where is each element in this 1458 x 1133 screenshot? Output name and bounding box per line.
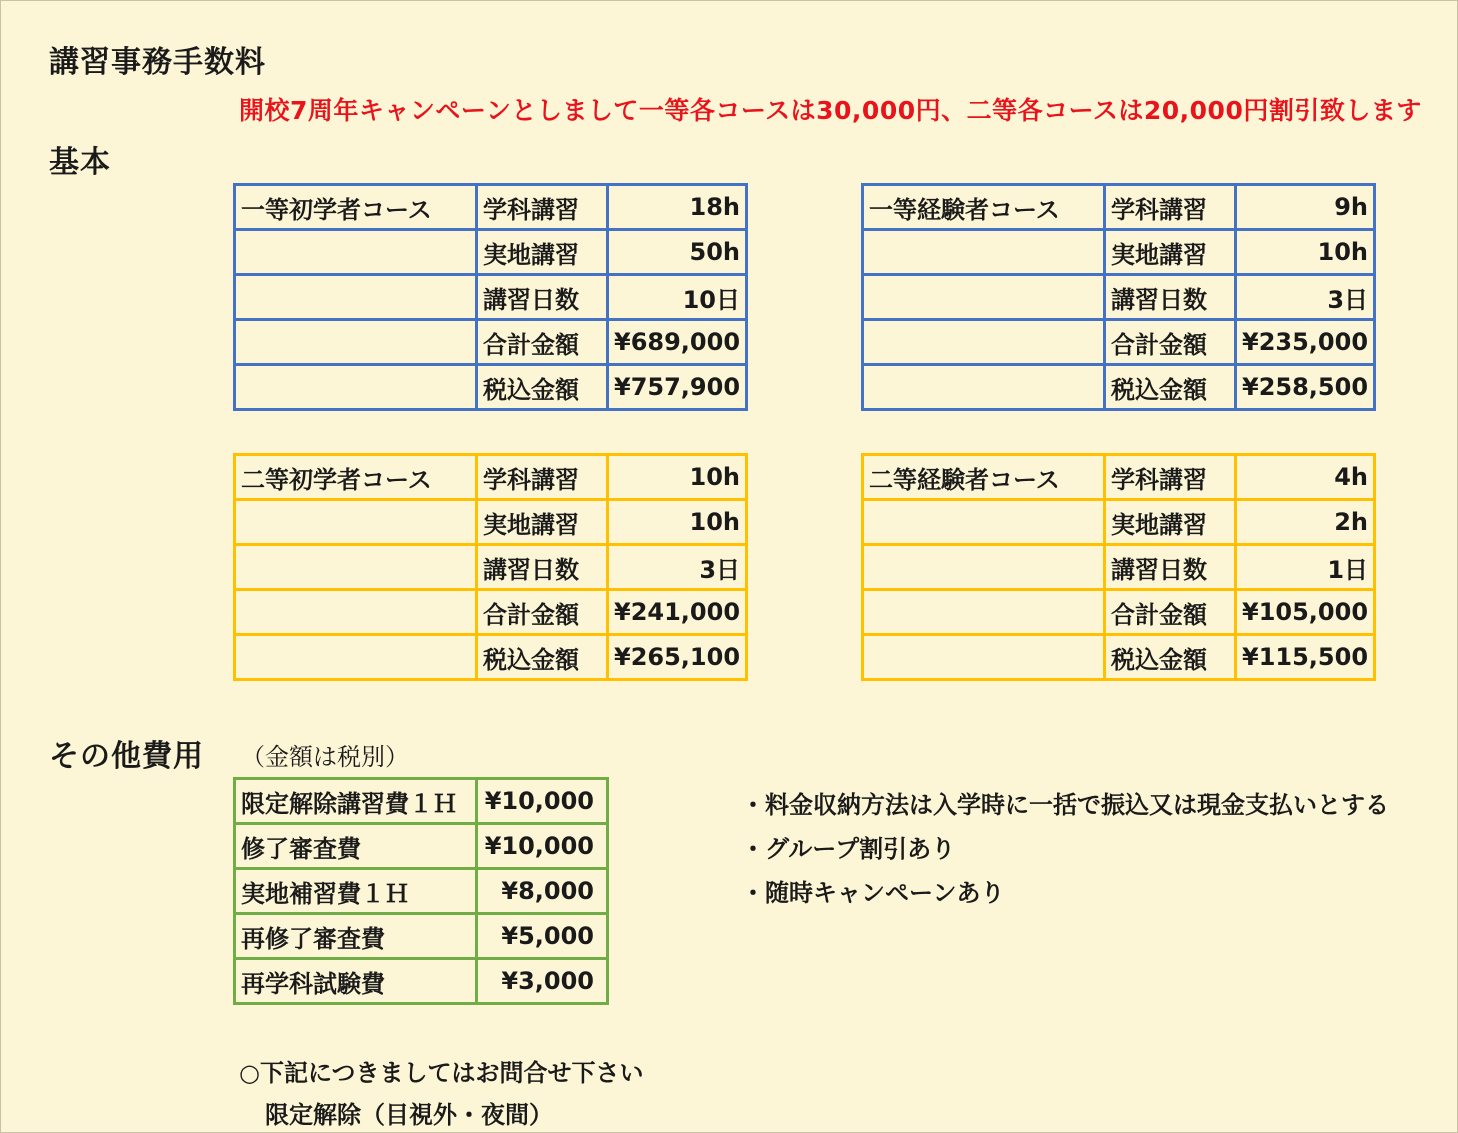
row-value: 18h (608, 185, 747, 230)
row-value: 4h (1236, 455, 1375, 500)
row-value: 50h (608, 230, 747, 275)
row-label: 実地講習 (477, 230, 608, 275)
row-label: 講習日数 (1105, 275, 1236, 320)
fee-value: ¥8,000 (477, 869, 608, 914)
table-row (235, 869, 608, 914)
fee-label: 実地補習費１Ｈ (235, 869, 477, 914)
bullet-campaign: ・随時キャンペーンあり (741, 879, 1005, 907)
table-row (863, 230, 1375, 275)
row-value: 3日 (608, 545, 747, 590)
row-label: 税込金額 (477, 635, 608, 680)
campaign-notice: 開校7周年キャンペーンとしまして一等各コースは30,000円、二等各コースは20,000円割引致します (239, 96, 1422, 125)
row-value: ¥241,000 (608, 590, 747, 635)
row-label: 税込金額 (1105, 365, 1236, 410)
row-value: 10h (608, 500, 747, 545)
row-value: ¥757,900 (608, 365, 747, 410)
table-row (863, 320, 1375, 365)
row-value: 10h (608, 455, 747, 500)
row-label: 学科講習 (1105, 455, 1236, 500)
row-label: 講習日数 (477, 275, 608, 320)
table-row (863, 590, 1375, 635)
table-row (863, 635, 1375, 680)
table-row (235, 500, 747, 545)
row-label: 税込金額 (477, 365, 608, 410)
table-row (863, 275, 1375, 320)
course-name: 一等経験者コース (863, 185, 1105, 230)
row-value: 9h (1236, 185, 1375, 230)
fee-label: 限定解除講習費１Ｈ (235, 779, 477, 824)
course-table-second-beginner (233, 453, 748, 681)
row-value: 3日 (1236, 275, 1375, 320)
bullet-payment-method: ・料金収納方法は入学時に一括で振込又は現金支払いとする (741, 791, 1389, 819)
table-row (235, 185, 747, 230)
row-value: ¥105,000 (1236, 590, 1375, 635)
inquiry-line: ○下記につきましてはお問合せ下さい (239, 1059, 644, 1087)
row-label: 税込金額 (1105, 635, 1236, 680)
table-row (235, 545, 747, 590)
row-label: 合計金額 (1105, 590, 1236, 635)
table-row (235, 275, 747, 320)
course-name: 二等初学者コース (235, 455, 477, 500)
table-row (235, 914, 608, 959)
row-label: 合計金額 (1105, 320, 1236, 365)
fee-label: 修了審査費 (235, 824, 477, 869)
course-name: 一等初学者コース (235, 185, 477, 230)
row-label: 実地講習 (1105, 230, 1236, 275)
table-row (235, 635, 747, 680)
page-title: 講習事務手数料 (49, 45, 266, 80)
row-value: 10日 (608, 275, 747, 320)
inquiry-detail: 限定解除（目視外・夜間） (265, 1101, 553, 1129)
row-value: ¥689,000 (608, 320, 747, 365)
fee-value: ¥3,000 (477, 959, 608, 1004)
table-row (235, 824, 608, 869)
tax-note: （金額は税別） (241, 743, 409, 771)
row-label: 学科講習 (477, 455, 608, 500)
row-label: 講習日数 (477, 545, 608, 590)
row-value: ¥265,100 (608, 635, 747, 680)
table-row (235, 590, 747, 635)
table-row (863, 500, 1375, 545)
row-value: 2h (1236, 500, 1375, 545)
fee-value: ¥10,000 (477, 824, 608, 869)
row-value: 10h (1236, 230, 1375, 275)
other-fees-heading: その他費用 (49, 739, 204, 774)
course-table-second-experienced (861, 453, 1376, 681)
table-row (235, 779, 608, 824)
table-row (863, 185, 1375, 230)
row-label: 実地講習 (1105, 500, 1236, 545)
row-label: 合計金額 (477, 590, 608, 635)
row-value: ¥258,500 (1236, 365, 1375, 410)
table-row (235, 365, 747, 410)
row-label: 合計金額 (477, 320, 608, 365)
table-row (235, 230, 747, 275)
table-row (235, 455, 747, 500)
table-row (235, 959, 608, 1004)
fee-value: ¥10,000 (477, 779, 608, 824)
table-row (863, 365, 1375, 410)
table-row (863, 455, 1375, 500)
row-label: 実地講習 (477, 500, 608, 545)
table-row (235, 320, 747, 365)
other-fees-table (233, 777, 609, 1005)
course-table-first-experienced (861, 183, 1376, 411)
row-value: ¥235,000 (1236, 320, 1375, 365)
course-name: 二等経験者コース (863, 455, 1105, 500)
course-table-first-beginner (233, 183, 748, 411)
fee-value: ¥5,000 (477, 914, 608, 959)
basic-heading: 基本 (49, 145, 111, 180)
bullet-group-discount: ・グループ割引あり (741, 835, 956, 863)
table-row (863, 545, 1375, 590)
row-label: 学科講習 (1105, 185, 1236, 230)
fee-label: 再修了審査費 (235, 914, 477, 959)
fee-label: 再学科試験費 (235, 959, 477, 1004)
row-label: 学科講習 (477, 185, 608, 230)
row-label: 講習日数 (1105, 545, 1236, 590)
row-value: 1日 (1236, 545, 1375, 590)
row-value: ¥115,500 (1236, 635, 1375, 680)
